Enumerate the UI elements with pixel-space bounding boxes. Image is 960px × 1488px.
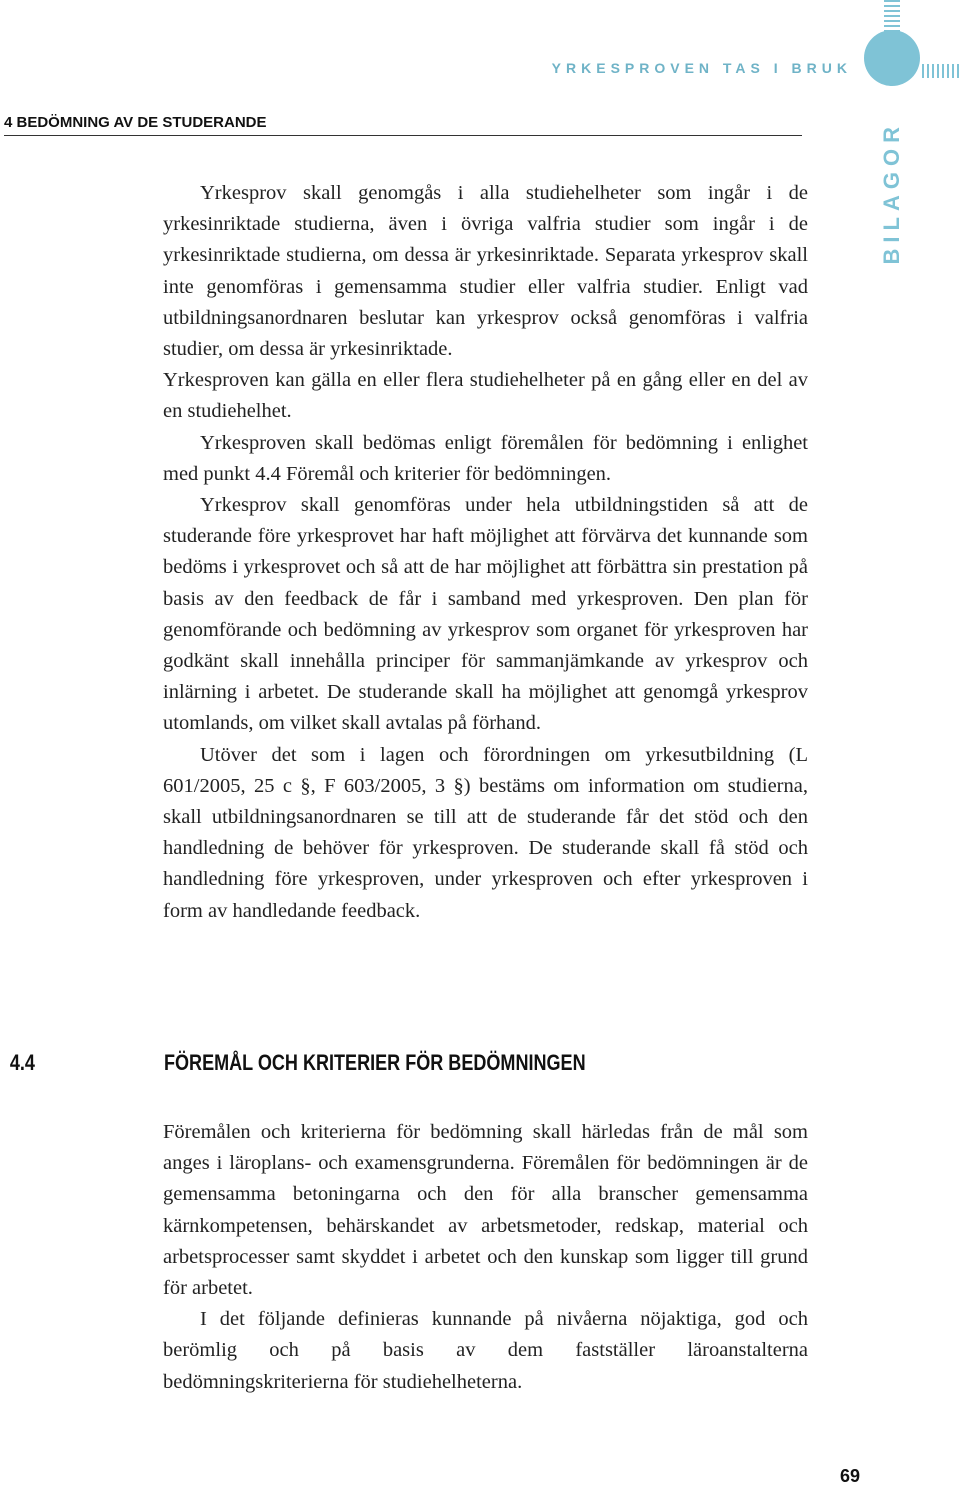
side-tab-label: BILAGOR [879, 121, 904, 265]
paragraph: Föremålen och kriterierna för bedömning skall härledas från de mål som anges i läroplans- och examensgrunderna. Föremålen för bedömningen är de gemensamma betoningarna och den för alla branscher gemensamma kärnkompetensen, behärskandet av arbetsmetoder, redskap, material och arbetsprocesser samt skyddet i arbetet och den kunskap som ligger till grund för arbetet. [163, 1121, 808, 1300]
decorative-ticks-horizontal [922, 64, 960, 78]
running-head: YRKESPROVEN TAS I BRUK [551, 60, 852, 76]
paragraph: Yrkesprov skall genomgås i alla studiehelheter som ingår i de yrkesinriktade studierna, även i övriga valfria studier som ingår i de yrkesinriktade studierna, om dessa är yrkesinriktade. Separata yrkesprov skall inte genomföras i gemensamma studier eller valfria studier. Enligt vad utbildningsanordnaren beslutar kan yrkesprov också genomföras i valfria studier, om dessa är yrkesinriktade. [163, 182, 808, 361]
decorative-circle [864, 30, 920, 86]
side-tab [872, 118, 912, 268]
intro-text [163, 178, 808, 927]
paragraph: Yrkesproven kan gälla en eller flera studiehelheter på en gång eller en del av en studiehelhet. [163, 369, 808, 423]
paragraph: Yrkesprov skall genomföras under hela utbildningstiden så att de studerande före yrkesprovet har haft möjlighet att förvärva det kunnande som bedöms i yrkesprovet och så att de har möjlighet att förbättra sin prestation på basis av den feedback de får i samband med yrkesproven. Den plan för genomförande och bedömning av yrkesprov som organet för yrkesproven har godkänt skall innehålla principer för sammanjämkande av yrkesprov och inlärning i arbetet. De studerande skall ha möjlighet att genomgå yrkesprov utomlands, om vilket skall avtalas på förhand. [163, 494, 808, 735]
section-title: FÖREMÅL OCH KRITERIER FÖR BEDÖMNINGEN [164, 1050, 586, 1075]
chapter-title: 4 BEDÖMNING AV DE STUDERANDE [4, 114, 802, 136]
section-text [163, 1117, 808, 1398]
paragraph: Utöver det som i lagen och förordningen om yrkesutbildning (L 601/2005, 25 c §, F 603/2005, 3 §) bestäms om information om studierna, skall utbildningsanordnaren se till att de studerande får det stöd och den handledning de behöver för yrkesproven. De studerande skall få stöd och handledning före yrkesproven, under yrkesproven och efter yrkesproven i form av handledande feedback. [163, 743, 808, 922]
section-number: 4.4 [9, 1050, 35, 1075]
page-number: 69 [840, 1466, 861, 1486]
paragraph: I det följande definieras kunnande på nivåerna nöjaktiga, god och berömlig och på basis av dem fastställer läroanstalterna bedömningskriterierna för studiehelheterna. [163, 1308, 808, 1393]
paragraph: Yrkesproven skall bedömas enligt föremålen för bedömning i enlighet med punkt 4.4 Föremål och kriterier för bedömningen. [163, 431, 808, 485]
